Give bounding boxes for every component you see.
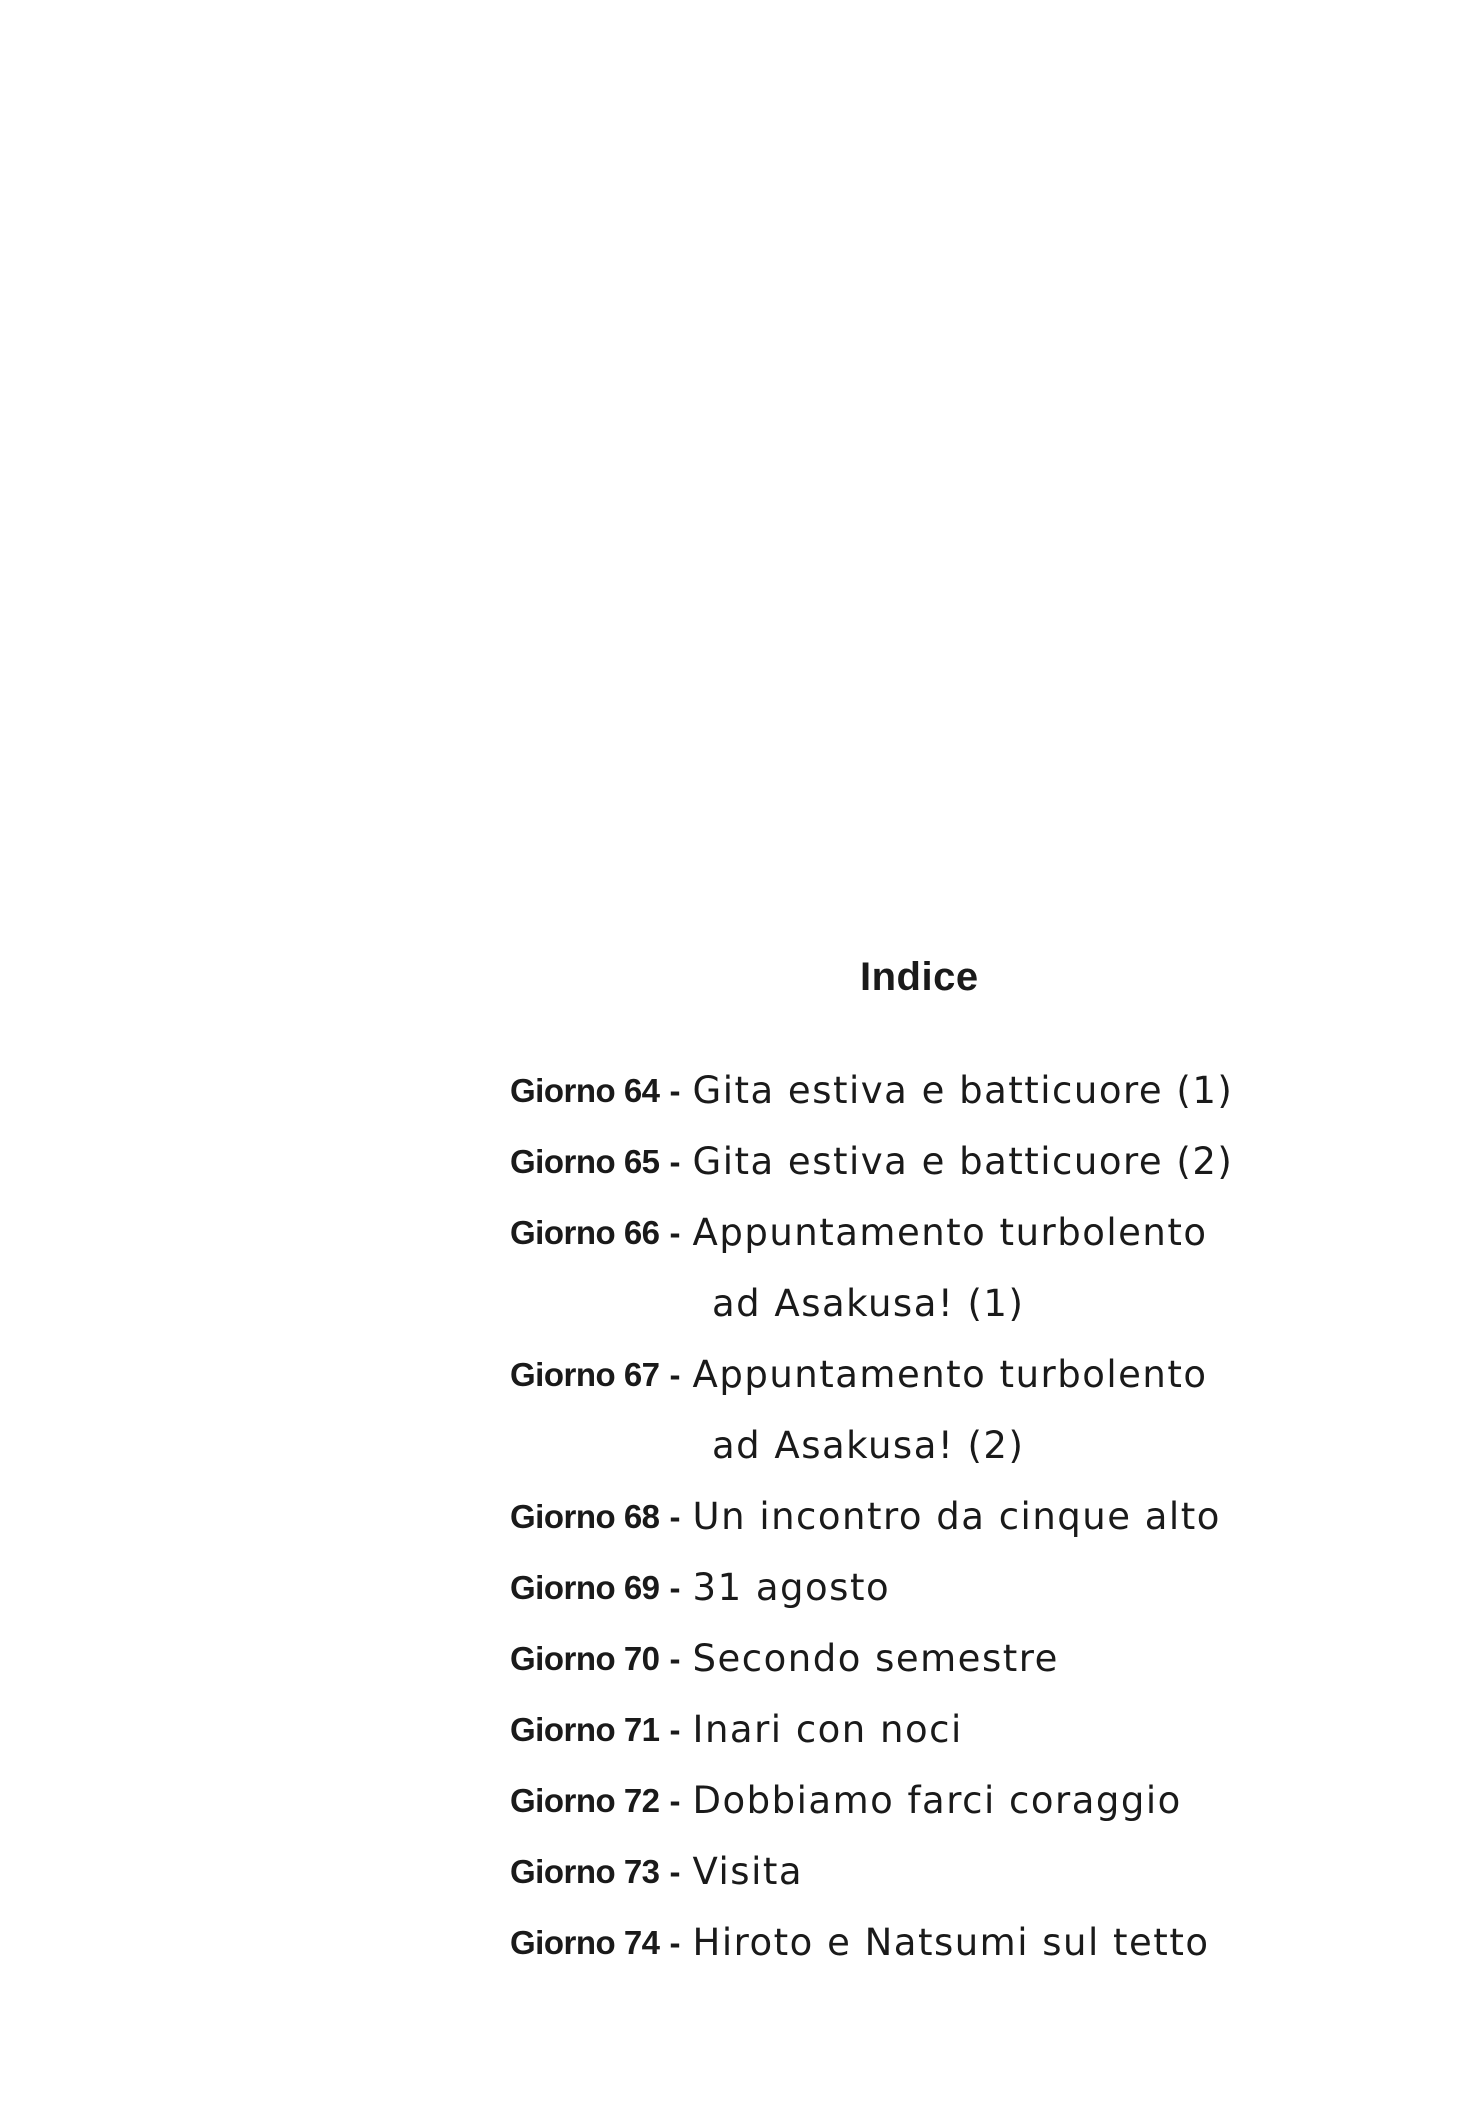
- toc-entry: [510, 1481, 1410, 1552]
- chapter-number: Giorno 67: [510, 1355, 660, 1393]
- toc-entry-continuation: [510, 1410, 1410, 1481]
- chapter-number: Giorno 66: [510, 1213, 660, 1251]
- chapter-separator: -: [669, 1639, 681, 1677]
- chapter-title: Appuntamento turbolento: [692, 1353, 1208, 1396]
- chapter-separator: -: [669, 1355, 681, 1393]
- toc-entry: [510, 1126, 1410, 1197]
- chapter-title-continuation: ad Asakusa! (2): [712, 1424, 1025, 1467]
- chapter-separator: -: [669, 1852, 681, 1890]
- toc-entry: [510, 1197, 1410, 1268]
- chapter-separator: -: [669, 1781, 681, 1819]
- chapter-number: Giorno 70: [510, 1639, 660, 1677]
- chapter-number: Giorno 65: [510, 1142, 660, 1180]
- toc-entry: [510, 1623, 1410, 1694]
- chapter-title: Appuntamento turbolento: [692, 1211, 1208, 1254]
- chapter-number: Giorno 72: [510, 1781, 660, 1819]
- toc-entry: [510, 1907, 1410, 1978]
- chapter-title: Dobbiamo farci coraggio: [692, 1779, 1182, 1822]
- toc-entry: [510, 1694, 1410, 1765]
- chapter-title: 31 agosto: [692, 1566, 891, 1609]
- toc-entry: [510, 1339, 1410, 1410]
- chapter-number: Giorno 74: [510, 1923, 660, 1961]
- chapter-title: Secondo semestre: [692, 1637, 1059, 1680]
- chapter-number: Giorno 64: [510, 1071, 660, 1109]
- toc-entry: [510, 1836, 1410, 1907]
- chapter-separator: -: [669, 1568, 681, 1606]
- chapter-number: Giorno 71: [510, 1710, 660, 1748]
- toc-entry: [510, 1055, 1410, 1126]
- chapter-number: Giorno 68: [510, 1497, 660, 1535]
- chapter-title: Visita: [692, 1850, 804, 1893]
- chapter-title-continuation: ad Asakusa! (1): [712, 1282, 1025, 1325]
- chapter-separator: -: [669, 1710, 681, 1748]
- chapter-title: Gita estiva e batticuore (2): [692, 1140, 1234, 1183]
- chapter-separator: -: [669, 1071, 681, 1109]
- chapter-title: Hiroto e Natsumi sul tetto: [692, 1921, 1210, 1964]
- toc-entry-continuation: [510, 1268, 1410, 1339]
- chapter-title: Gita estiva e batticuore (1): [692, 1069, 1234, 1112]
- chapter-number: Giorno 73: [510, 1852, 660, 1890]
- chapter-number: Giorno 69: [510, 1568, 660, 1606]
- toc-entry: [510, 1552, 1410, 1623]
- chapter-title: Un incontro da cinque alto: [692, 1495, 1221, 1538]
- chapter-separator: -: [669, 1213, 681, 1251]
- index-title: Indice: [860, 955, 979, 999]
- chapter-separator: -: [669, 1497, 681, 1535]
- toc-entry: [510, 1765, 1410, 1836]
- table-of-contents: [510, 1055, 1410, 1978]
- chapter-title: Inari con noci: [692, 1708, 963, 1751]
- chapter-separator: -: [669, 1923, 681, 1961]
- chapter-separator: -: [669, 1142, 681, 1180]
